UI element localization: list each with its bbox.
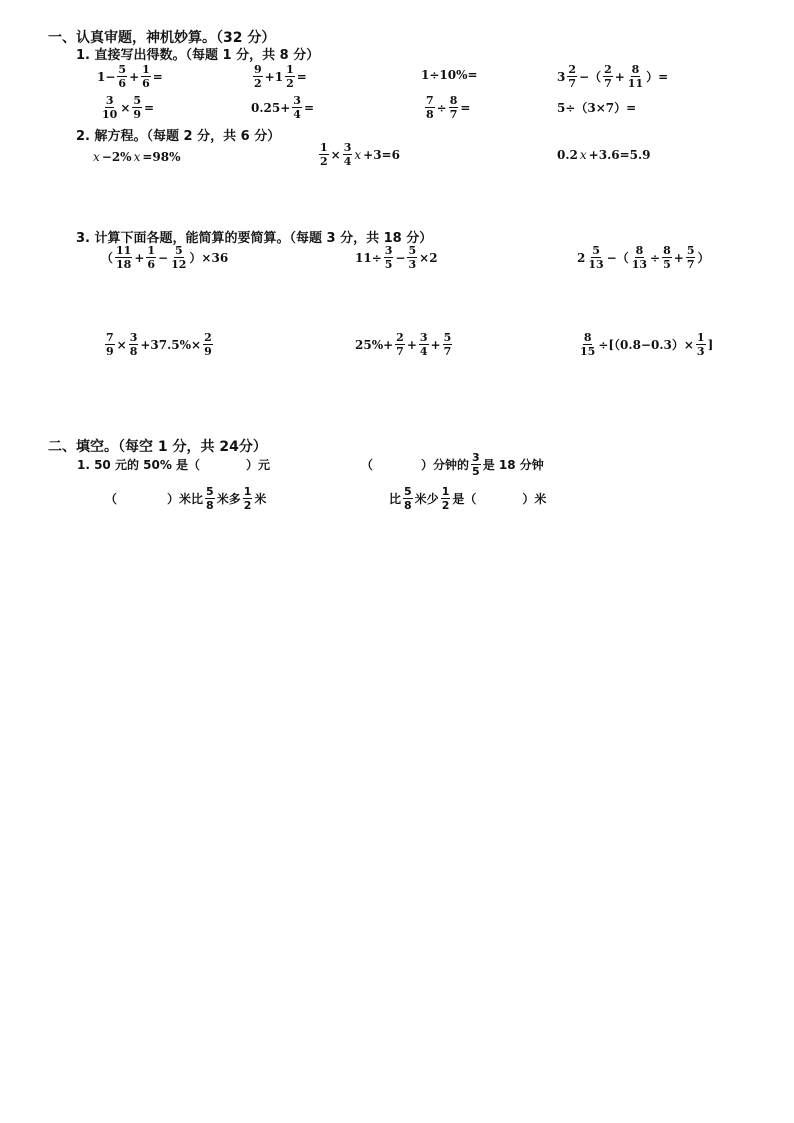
expression-text: x	[133, 150, 141, 164]
fraction-denominator: 18	[116, 258, 132, 271]
expression-text: ×	[330, 147, 341, 162]
fraction	[425, 95, 435, 120]
fraction-denominator: 6	[142, 77, 150, 90]
fraction-denominator: 7	[396, 345, 404, 358]
expression-text: 1÷10%=	[421, 68, 478, 82]
expression-text: =98%	[142, 150, 181, 164]
expression-text: =	[460, 100, 471, 115]
q3-item-6	[578, 332, 714, 357]
fraction-numerator: 5	[443, 331, 452, 344]
expression-text: +	[673, 250, 684, 265]
q2-title: 2. 解方程。（每题 2 分，共 6 分）	[76, 129, 281, 144]
expression-text: −	[395, 250, 406, 265]
q1-item-7	[424, 95, 471, 120]
expression-text: 11÷	[355, 250, 382, 265]
expression-text: ）米比	[167, 492, 204, 506]
fraction-denominator: 8	[404, 499, 412, 512]
expression-text: ×	[116, 337, 127, 352]
fraction	[343, 142, 353, 167]
fraction-denominator: 2	[441, 499, 450, 512]
expression-text: =	[296, 69, 307, 84]
fraction-numerator: 8	[449, 94, 458, 107]
fraction-numerator: 1	[142, 63, 150, 76]
fraction-denominator: 7	[686, 258, 695, 271]
q3-item-3	[576, 245, 711, 270]
fraction-denominator: 7	[449, 108, 458, 121]
fraction-denominator: 2	[320, 155, 328, 168]
fraction-denominator: 15	[580, 345, 596, 358]
fraction-denominator: 4	[343, 155, 352, 168]
expression-text: ×	[120, 100, 131, 115]
q3-item-4	[104, 332, 214, 357]
fraction	[115, 245, 132, 270]
fraction-numerator: 3	[293, 94, 301, 107]
fraction	[441, 486, 451, 511]
q2-item-1	[92, 150, 182, 164]
expression-text: ）米	[522, 492, 547, 506]
fraction-denominator: 5	[384, 258, 393, 271]
fraction	[101, 95, 118, 120]
fraction	[384, 245, 394, 270]
fraction	[696, 332, 706, 357]
fraction-denominator: 8	[206, 499, 214, 512]
fraction-numerator: 11	[116, 244, 132, 257]
fraction-numerator: 7	[426, 94, 434, 107]
fraction	[579, 332, 596, 357]
expression-text: x	[579, 148, 587, 162]
fraction-denominator: 13	[588, 258, 604, 271]
fraction-numerator: 3	[472, 451, 480, 464]
s2-q1-c	[104, 486, 267, 511]
fraction-numerator: 3	[129, 331, 138, 344]
expression-text: 米	[254, 492, 267, 506]
fraction-denominator: 6	[147, 258, 156, 271]
expression-text: ÷	[650, 250, 661, 265]
fraction-denominator: 6	[118, 77, 127, 90]
expression-text: 25%+	[355, 337, 394, 352]
fraction-numerator: 3	[419, 331, 428, 344]
fraction-denominator: 7	[604, 77, 612, 90]
expression-text: 0.2	[557, 148, 578, 162]
fraction	[395, 332, 405, 357]
fraction	[627, 64, 644, 89]
fraction-numerator: 8	[635, 244, 644, 257]
expression-text: ）	[697, 251, 710, 265]
fraction-numerator: 2	[568, 63, 577, 76]
fraction-denominator: 7	[443, 345, 452, 358]
fraction	[662, 245, 672, 270]
expression-text: ]	[707, 337, 714, 352]
fraction-denominator: 2	[243, 499, 252, 512]
fraction-numerator: 8	[631, 63, 640, 76]
expression-text: +	[134, 250, 145, 265]
fraction-numerator: 5	[404, 485, 412, 498]
expression-text: （	[101, 251, 114, 265]
q1-item-8	[556, 99, 637, 116]
fraction-numerator: 1	[286, 63, 294, 76]
fraction-numerator: 1	[243, 485, 252, 498]
expression-text: x	[93, 150, 100, 164]
expression-text: =	[152, 69, 163, 84]
expression-text: 比	[389, 492, 402, 506]
fraction	[129, 332, 139, 357]
expression-text: 5÷（3×7）=	[557, 101, 637, 115]
fraction-numerator: 2	[396, 331, 404, 344]
fraction-denominator: 10	[102, 108, 118, 121]
q1-item-4	[556, 64, 669, 89]
fraction	[603, 64, 613, 89]
expression-text: （	[361, 458, 374, 472]
fraction	[292, 95, 302, 120]
q3-item-1	[100, 245, 229, 270]
expression-text: −（	[579, 70, 602, 84]
fraction-denominator: 5	[472, 465, 480, 478]
q1-item-5	[100, 95, 155, 120]
fraction-numerator: 8	[663, 244, 671, 257]
expression-text: +3=6	[363, 147, 400, 162]
fraction	[141, 64, 151, 89]
expression-text: +	[129, 69, 140, 84]
fraction	[253, 64, 263, 89]
expression-text: −	[158, 250, 169, 265]
expression-text: 是（	[452, 492, 477, 506]
expression-text: ）=	[646, 70, 669, 84]
q1-title: 1. 直接写出得数。（每题 1 分，共 8 分）	[76, 48, 320, 63]
fraction	[319, 142, 329, 167]
expression-text: 1−	[97, 69, 116, 84]
fraction	[631, 245, 648, 270]
fraction-denominator: 4	[419, 345, 428, 358]
fraction	[419, 332, 429, 357]
fraction-numerator: 2	[604, 63, 612, 76]
fraction	[567, 64, 577, 89]
fraction	[117, 64, 127, 89]
s2-q1-b	[360, 452, 545, 477]
fraction-numerator: 5	[118, 63, 127, 76]
fraction	[407, 245, 417, 270]
fraction	[285, 64, 295, 89]
expression-text: =	[303, 100, 314, 115]
fraction-denominator: 12	[171, 258, 187, 271]
fraction-numerator: 5	[206, 485, 214, 498]
expression-text: 是 18 分钟	[482, 458, 544, 472]
expression-text: ）×36	[189, 251, 229, 265]
fraction	[403, 486, 413, 511]
fraction-denominator: 5	[663, 258, 671, 271]
fraction-numerator: 3	[105, 94, 114, 107]
fraction	[587, 245, 604, 270]
fraction-numerator: 5	[133, 94, 142, 107]
fraction	[132, 95, 142, 120]
expression-text: +37.5%×	[140, 337, 202, 352]
expression-text: 米多	[216, 492, 241, 506]
fraction-denominator: 2	[254, 77, 262, 90]
fraction	[243, 486, 253, 511]
expression-text: （	[105, 492, 118, 506]
fraction-numerator: 8	[583, 331, 592, 344]
fraction-numerator: 3	[384, 244, 393, 257]
expression-text: 1. 50 元的 50% 是（	[77, 458, 201, 472]
expression-text: 3	[557, 69, 566, 84]
q1-item-1	[96, 64, 164, 89]
expression-text: =	[144, 100, 155, 115]
fraction-numerator: 1	[147, 244, 156, 257]
q1-item-6	[250, 95, 315, 120]
fraction	[203, 332, 213, 357]
expression-text: +1	[264, 69, 284, 84]
expression-text: +3.6=5.9	[588, 148, 651, 162]
fraction-denominator: 9	[204, 345, 212, 358]
fraction	[205, 486, 215, 511]
fraction	[170, 245, 187, 270]
fraction-denominator: 8	[426, 108, 434, 121]
q2-item-2	[318, 142, 401, 167]
section2-title: 二、填空。（每空 1 分，共 24分）	[48, 439, 267, 455]
expression-text: −（	[606, 251, 629, 265]
fraction-numerator: 7	[106, 331, 114, 344]
q3-item-5	[354, 332, 453, 357]
expression-text: ）元	[246, 458, 271, 472]
expression-text: ÷	[436, 100, 447, 115]
expression-text: 米少	[414, 492, 439, 506]
expression-text: −2%	[101, 150, 132, 164]
fraction-numerator: 5	[686, 244, 695, 257]
expression-text: 0.25+	[251, 100, 291, 115]
expression-text: ÷[（0.8−0.3）×	[598, 338, 694, 352]
section1-title: 一、认真审题，神机妙算。（32 分）	[48, 30, 276, 46]
q3-item-2	[354, 245, 439, 270]
expression-text: ×2	[419, 250, 438, 265]
fraction-denominator: 9	[106, 345, 114, 358]
fraction-denominator: 4	[293, 108, 301, 121]
fraction-numerator: 9	[254, 63, 262, 76]
fraction-denominator: 13	[631, 258, 648, 271]
fraction-denominator: 7	[568, 77, 577, 90]
fraction	[443, 332, 453, 357]
expression-text: +	[614, 69, 625, 84]
expression-text: x	[354, 147, 362, 162]
expression-text: ）分钟的	[421, 458, 470, 472]
q3-title: 3. 计算下面各题，能简算的要简算。（每题 3 分，共 18 分）	[76, 231, 433, 246]
fraction	[471, 452, 481, 477]
fraction	[686, 245, 696, 270]
fraction	[449, 95, 459, 120]
fraction-denominator: 3	[696, 345, 705, 358]
fraction-denominator: 8	[129, 345, 138, 358]
fraction-denominator: 9	[133, 108, 142, 121]
fraction-numerator: 1	[696, 331, 705, 344]
fraction-numerator: 5	[592, 244, 600, 257]
q1-item-2	[252, 64, 308, 89]
fraction-numerator: 1	[320, 141, 328, 154]
fraction-numerator: 5	[408, 244, 417, 257]
s2-q1-d	[388, 486, 547, 511]
s2-q1-a	[76, 456, 271, 473]
fraction	[146, 245, 156, 270]
fraction-numerator: 1	[441, 485, 450, 498]
fraction-denominator: 2	[286, 77, 294, 90]
fraction-numerator: 3	[343, 141, 352, 154]
expression-text: 2	[577, 250, 586, 265]
fraction-denominator: 3	[408, 258, 417, 271]
fraction-numerator: 5	[174, 244, 183, 257]
expression-text: +	[430, 337, 441, 352]
fraction-numerator: 2	[204, 331, 212, 344]
q1-item-3	[420, 68, 479, 82]
fraction-denominator: 11	[627, 77, 644, 90]
q2-item-3	[556, 148, 652, 162]
expression-text: +	[406, 337, 417, 352]
fraction	[105, 332, 115, 357]
